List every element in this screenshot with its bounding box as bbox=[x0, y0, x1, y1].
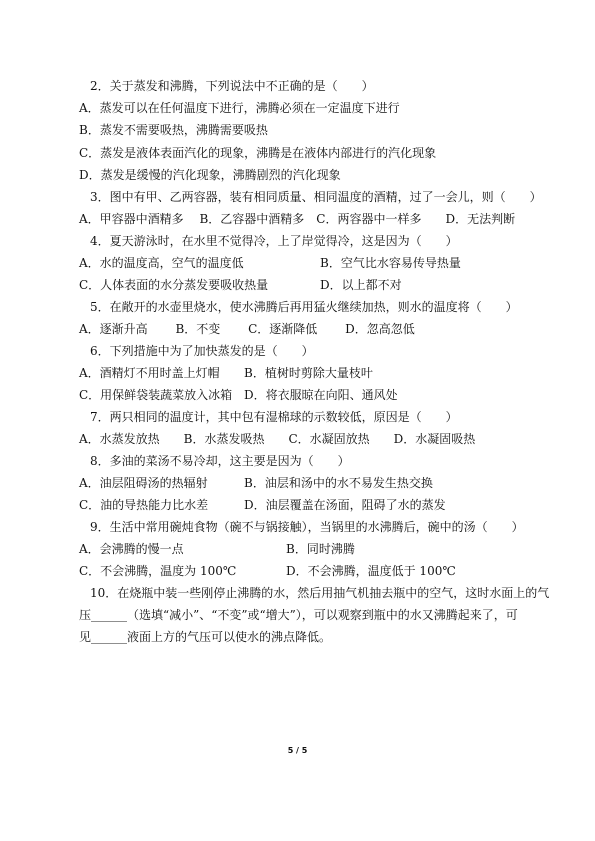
question-4-option-c: C．人体表面的水分蒸发要吸收热量 bbox=[79, 278, 269, 292]
question-9-option-b: B．同时沸腾 bbox=[286, 542, 355, 556]
question-5-stem: 5．在敞开的水壶里烧水，使水沸腾后再用猛火继续加热，则水的温度将（ ） bbox=[90, 300, 518, 314]
question-8-option-d: D．油层覆盖在汤面，阻碍了水的蒸发 bbox=[244, 498, 446, 512]
question-6-option-a: A．酒精灯不用时盖上灯帽 bbox=[79, 366, 220, 380]
question-2-stem: 2．关于蒸发和沸腾，下列说法中不正确的是（ ） bbox=[90, 79, 374, 93]
question-6-option-b: B．植树时剪除大量枝叶 bbox=[244, 366, 373, 380]
question-9-option-d: D．不会沸腾，温度低于 100℃ bbox=[286, 564, 456, 578]
question-2-option-a: A．蒸发可以在任何温度下进行，沸腾必须在一定温度下进行 bbox=[79, 101, 400, 115]
question-8-option-c: C．油的导热能力比水差 bbox=[79, 498, 209, 512]
question-7-stem: 7．两只相同的温度计，其中包有湿棉球的示数较低，原因是（ ） bbox=[90, 410, 458, 424]
question-5-options: A．逐渐升高 B．不变 C．逐渐降低 D．忽高忽低 bbox=[79, 322, 415, 336]
question-10-line-1: 10．在烧瓶中装一些刚停止沸腾的水，然后用抽气机抽去瓶中的空气，这时水面上的气 bbox=[90, 586, 550, 600]
question-6-stem: 6．下列措施中为了加快蒸发的是（ ） bbox=[90, 344, 314, 358]
page-number: 5 / 5 bbox=[287, 746, 308, 755]
question-7-options: A．水蒸发放热 B．水蒸发吸热 C．水凝固放热 D．水凝固吸热 bbox=[79, 432, 476, 446]
question-2-option-c: C．蒸发是液体表面汽化的现象，沸腾是在液体内部进行的汽化现象 bbox=[79, 146, 437, 160]
question-8-option-b: B．油层和汤中的水不易发生热交换 bbox=[244, 476, 433, 490]
question-3-stem: 3．图中有甲、乙两容器，装有相同质量、相同温度的酒精，过了一会儿，则（ ） bbox=[90, 190, 542, 204]
question-9-stem: 9．生活中常用碗炖食物（碗不与锅接触），当锅里的水沸腾后，碗中的汤（ ） bbox=[90, 520, 524, 534]
question-6-option-c: C．用保鲜袋装蔬菜放入冰箱 bbox=[79, 388, 233, 402]
question-4-stem: 4．夏天游泳时，在水里不觉得冷，上了岸觉得冷，这是因为（ ） bbox=[90, 234, 458, 248]
question-10-line-3: 见______液面上方的气压可以使水的沸点降低。 bbox=[79, 630, 332, 644]
question-10-line-2: 压______（选填“减小”、“不变”或“增大”），可以观察到瓶中的水又沸腾起来了，可 bbox=[79, 608, 518, 622]
question-4-option-b: B．空气比水容易传导热量 bbox=[320, 256, 461, 270]
question-3-options: A．甲容器中酒精多 B．乙容器中酒精多 C．两容器中一样多 D．无法判断 bbox=[79, 212, 516, 226]
question-9-option-a: A．会沸腾的慢一点 bbox=[79, 542, 184, 556]
question-8-option-a: A．油层阻碍汤的热辐射 bbox=[79, 476, 208, 490]
question-2-option-d: D．蒸发是缓慢的汽化现象，沸腾剧烈的汽化现象 bbox=[79, 168, 341, 182]
question-9-option-c: C．不会沸腾，温度为 100℃ bbox=[79, 564, 237, 578]
question-6-option-d: D．将衣服晾在向阳、通风处 bbox=[244, 388, 398, 402]
question-4-option-d: D．以上都不对 bbox=[320, 278, 402, 292]
question-2-option-b: B．蒸发不需要吸热，沸腾需要吸热 bbox=[79, 123, 268, 137]
question-8-stem: 8．多油的菜汤不易冷却，这主要是因为（ ） bbox=[90, 454, 350, 468]
question-4-option-a: A．水的温度高，空气的温度低 bbox=[79, 256, 244, 270]
